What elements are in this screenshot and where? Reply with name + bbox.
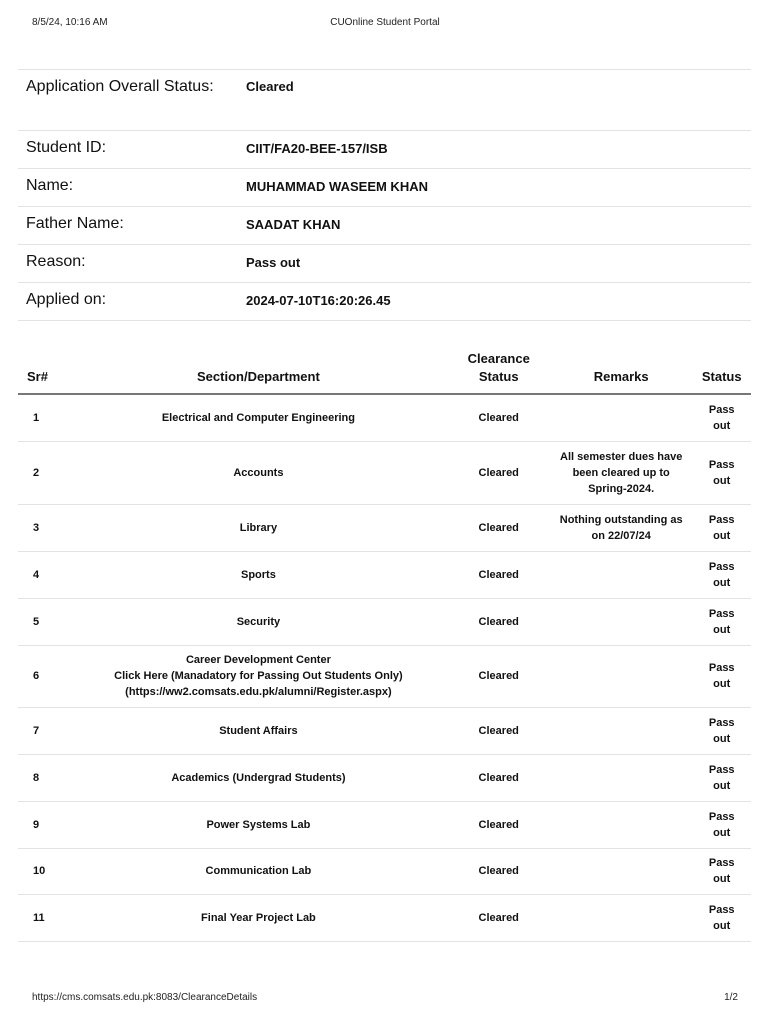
remarks-text: Nothing outstanding as on 22/07/24 [559, 513, 683, 542]
row-section [69, 394, 447, 441]
row-status [692, 441, 751, 504]
status-text: Pass out [708, 763, 735, 792]
row-sr: 9 [18, 801, 69, 848]
row-clearance-status: Cleared [448, 894, 550, 941]
section-name: Career Development Center [185, 654, 331, 666]
row-status [692, 598, 751, 645]
section-name: Library [239, 521, 278, 534]
column-header-clearance-status [448, 338, 550, 394]
row-section [69, 441, 447, 504]
row-remarks [550, 598, 692, 645]
row-remarks [550, 645, 692, 707]
section-name: Security [236, 615, 281, 628]
column-header-clearance-status-text: Clearance Status [467, 351, 530, 384]
row-sr: 7 [18, 707, 69, 754]
table-row [18, 441, 751, 504]
row-section [69, 894, 447, 941]
row-clearance-status: Cleared [448, 551, 550, 598]
info-value: SAADAT KHAN [246, 217, 341, 232]
status-text: Pass out [708, 513, 735, 542]
row-sr: 5 [18, 598, 69, 645]
row-status [692, 645, 751, 707]
row-sr: 6 [18, 645, 69, 707]
row-remarks [550, 551, 692, 598]
status-text: Pass out [708, 810, 735, 839]
clearance-table [18, 338, 751, 942]
row-clearance-status: Cleared [448, 645, 550, 707]
info-label: Father Name: [26, 215, 124, 232]
print-header [32, 17, 738, 31]
info-value: CIIT/FA20-BEE-157/ISB [246, 141, 388, 156]
row-sr: 1 [18, 394, 69, 441]
row-section [69, 801, 447, 848]
print-footer [32, 992, 738, 1006]
status-text: Pass out [708, 403, 735, 432]
row-remarks [550, 394, 692, 441]
row-sr: 2 [18, 441, 69, 504]
row-status [692, 754, 751, 801]
info-value: 2024-07-10T16:20:26.45 [246, 293, 391, 308]
row-clearance-status: Cleared [448, 754, 550, 801]
status-text: Pass out [708, 903, 735, 932]
section-name: Communication Lab [205, 865, 312, 877]
row-sr: 3 [18, 504, 69, 551]
info-value: Cleared [246, 79, 294, 94]
section-name: Student Affairs [219, 724, 298, 737]
row-clearance-status: Cleared [448, 707, 550, 754]
row-sr: 4 [18, 551, 69, 598]
info-label: Reason: [26, 253, 86, 270]
info-row-name [18, 169, 751, 207]
row-status [692, 801, 751, 848]
row-remarks [550, 707, 692, 754]
info-row-reason [18, 245, 751, 283]
row-clearance-status: Cleared [448, 394, 550, 441]
column-header-sr: Sr# [18, 338, 69, 394]
info-row-student-id [18, 131, 751, 169]
section-name: Power Systems Lab [206, 818, 311, 831]
row-clearance-status: Cleared [448, 598, 550, 645]
alumni-register-link[interactable]: Click Here (Manadatory for Passing Out Students Only) [114, 670, 403, 682]
row-section [69, 707, 447, 754]
status-text: Pass out [708, 607, 735, 636]
info-label: Applied on: [26, 291, 107, 308]
status-text: Pass out [708, 560, 735, 589]
print-page-title: CUOnline Student Portal [330, 17, 440, 28]
row-section [69, 504, 447, 551]
row-status [692, 394, 751, 441]
row-remarks [550, 848, 692, 894]
remarks-text: All semester dues have been cleared up to Spring-2024. [560, 450, 683, 495]
status-text: Pass out [708, 857, 735, 885]
info-label: Name: [26, 177, 74, 194]
row-sr: 8 [18, 754, 69, 801]
info-value: Pass out [246, 255, 301, 270]
table-row [18, 645, 751, 707]
row-sr: 10 [18, 848, 69, 894]
info-row-overall-status [18, 70, 751, 131]
column-header-section: Section/Department [69, 338, 447, 394]
row-clearance-status: Cleared [448, 504, 550, 551]
alumni-register-link[interactable]: (https://ww2.comsats.edu.pk/alumni/Register.aspx) [125, 686, 392, 698]
status-text: Pass out [708, 662, 735, 690]
row-clearance-status: Cleared [448, 441, 550, 504]
column-header-remarks: Remarks [550, 338, 692, 394]
clearance-table-header [18, 338, 751, 394]
row-sr: 11 [18, 894, 69, 941]
info-label: Student ID: [26, 139, 107, 156]
table-row [18, 801, 751, 848]
info-label: Application Overall Status: [26, 78, 214, 95]
row-status [692, 848, 751, 894]
row-section [69, 848, 447, 894]
row-status [692, 504, 751, 551]
row-clearance-status: Cleared [448, 801, 550, 848]
section-name: Accounts [233, 466, 284, 479]
row-remarks [550, 504, 692, 551]
row-status [692, 551, 751, 598]
print-url: https://cms.comsats.edu.pk:8083/ClearanceDetails [32, 992, 258, 1003]
info-value: MUHAMMAD WASEEM KHAN [246, 179, 428, 194]
section-name: Sports [240, 568, 276, 581]
row-remarks [550, 441, 692, 504]
row-status [692, 707, 751, 754]
row-remarks [550, 754, 692, 801]
table-row [18, 551, 751, 598]
print-datetime: 8/5/24, 10:16 AM [32, 17, 108, 28]
table-row [18, 394, 751, 441]
table-row [18, 504, 751, 551]
row-clearance-status: Cleared [448, 848, 550, 894]
table-row [18, 598, 751, 645]
status-text: Pass out [708, 716, 735, 745]
info-row-father-name [18, 207, 751, 245]
table-row [18, 894, 751, 941]
column-header-status: Status [692, 338, 751, 394]
page-number: 1/2 [724, 992, 738, 1003]
table-row [18, 754, 751, 801]
row-remarks [550, 894, 692, 941]
row-remarks [550, 801, 692, 848]
table-row [18, 848, 751, 894]
info-row-applied-on [18, 283, 751, 321]
section-name: Final Year Project Lab [201, 911, 316, 924]
section-name: Electrical and Computer Engineering [161, 411, 355, 424]
application-info-table [18, 69, 751, 321]
section-name: Academics (Undergrad Students) [171, 771, 346, 784]
row-section [69, 754, 447, 801]
row-section [69, 645, 447, 707]
row-status [692, 894, 751, 941]
row-section [69, 598, 447, 645]
clearance-table-body [18, 394, 751, 941]
table-row [18, 707, 751, 754]
row-section [69, 551, 447, 598]
status-text: Pass out [708, 458, 735, 487]
